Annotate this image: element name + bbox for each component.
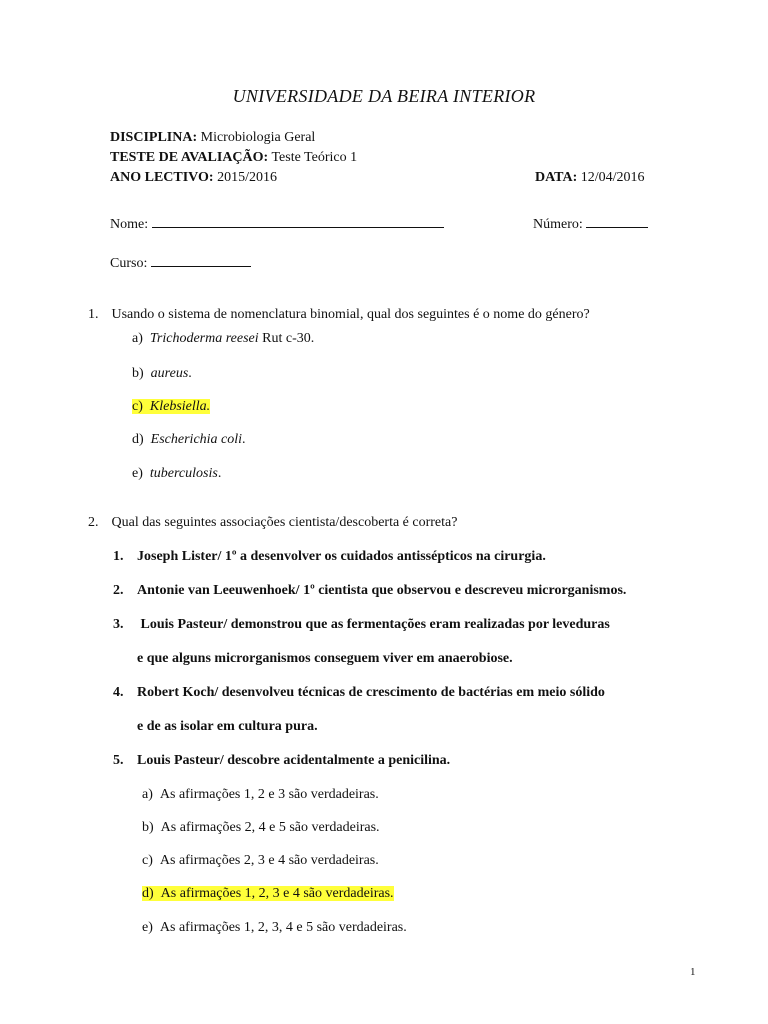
option-letter: b) [142,820,154,835]
page-number: 1 [690,966,696,978]
question-1-number: 1. [88,307,99,322]
curso-input-line[interactable] [151,254,251,267]
question-1 [88,307,590,323]
option-letter: c) [132,399,143,414]
numero-input-line[interactable] [586,215,648,228]
option-rest: . [217,466,222,481]
q2-statement-3-cont: e que alguns microrganismos conseguem viver em anaerobiose. [137,651,513,666]
nome-field [110,215,444,233]
q1-option-a [132,331,314,347]
option-rest: . [242,432,246,447]
disciplina-label: DISCIPLINA: [110,130,198,145]
option-italic: Klebsiella. [149,399,211,414]
q1-option-e [132,466,221,482]
curso-label: Curso: [110,256,148,271]
option-italic: Escherichia coli [150,432,243,447]
highlighted-answer [132,399,210,414]
option-text: As afirmações 2, 3 e 4 são verdadeiras. [159,853,379,868]
nome-label: Nome: [110,217,149,232]
numero-label: Número: [533,217,583,232]
option-letter: b) [132,366,144,381]
statement-text: Antonie van Leeuwenhoek/ 1º cientista que observou e descreveu microrganismos. [137,583,627,598]
option-rest: Rut c-30. [258,331,315,346]
disciplina-row [110,130,315,146]
question-2 [88,515,457,531]
option-text: As afirmações 1, 2, 3 e 4 são verdadeiras. [160,886,394,901]
option-letter: d) [132,432,144,447]
teste-row [110,150,357,166]
option-italic: aureus [150,366,189,381]
data-value: 12/04/2016 [580,170,645,185]
option-italic: Trichoderma reesei [149,331,259,346]
teste-value: Teste Teórico 1 [271,150,358,165]
ano-value: 2015/2016 [217,170,277,185]
option-letter: a) [132,331,143,346]
statement-text: Louis Pasteur/ demonstrou que as fermentações eram realizadas por leveduras [137,617,610,632]
nome-input-line[interactable] [152,215,444,228]
statement-number: 3. [113,617,124,632]
q2-statement-5 [113,753,450,769]
statement-number: 1. [113,549,124,564]
ano-row [110,170,277,186]
statement-text: Louis Pasteur/ descobre acidentalmente a penicilina. [137,753,451,768]
statement-number: 2. [113,583,124,598]
statement-number: 5. [113,753,124,768]
q2-statement-4 [113,685,605,701]
question-2-number: 2. [88,515,99,530]
numero-field [533,215,648,233]
statement-text: Robert Koch/ desenvolveu técnicas de crescimento de bactérias em meio sólido [137,685,605,700]
q2-statement-1 [113,549,546,565]
option-letter: e) [132,466,143,481]
option-text: As afirmações 1, 2, 3, 4 e 5 são verdadeiras. [159,920,407,935]
statement-number: 4. [113,685,124,700]
ano-label: ANO LECTIVO: [110,170,214,185]
option-letter: c) [142,853,153,868]
university-title: UNIVERSIDADE DA BEIRA INTERIOR [232,86,536,106]
q1-option-b [132,366,192,382]
option-letter: d) [142,886,154,901]
q1-option-d [132,432,246,448]
curso-field [110,254,251,272]
option-letter: a) [142,787,153,802]
q2-option-c [142,853,379,869]
q2-statement-3 [113,617,610,633]
q2-option-a [142,787,379,803]
option-text: As afirmações 1, 2 e 3 são verdadeiras. [159,787,379,802]
option-letter: e) [142,920,153,935]
q2-statement-2 [113,583,626,599]
data-label: DATA: [535,170,578,185]
option-rest: . [188,366,192,381]
disciplina-value: Microbiologia Geral [200,130,316,145]
q1-option-c [132,399,210,415]
question-2-text: Qual das seguintes associações cientista/descoberta é correta? [111,515,458,530]
option-italic: tuberculosis [149,466,218,481]
highlighted-answer [142,886,394,901]
teste-label: TESTE DE AVALIAÇÃO: [110,150,269,165]
q2-option-e [142,920,407,936]
data-row [535,170,645,186]
q2-option-d [142,886,394,902]
q2-option-b [142,820,380,836]
statement-text: Joseph Lister/ 1º a desenvolver os cuidados antissépticos na cirurgia. [137,549,546,564]
q2-statement-4-cont: e de as isolar em cultura pura. [137,719,318,734]
option-text: As afirmações 2, 4 e 5 são verdadeiras. [160,820,380,835]
question-1-text: Usando o sistema de nomenclatura binomial, qual dos seguintes é o nome do género? [111,307,590,322]
